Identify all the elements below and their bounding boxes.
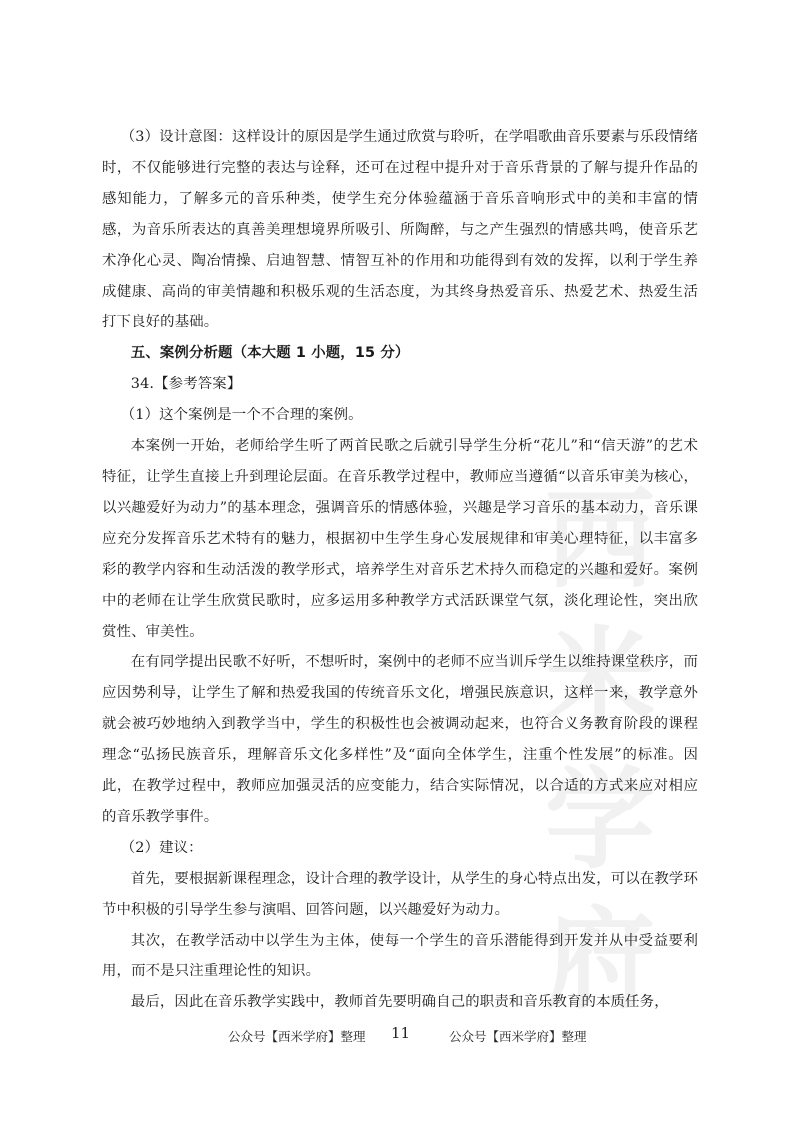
answer-point-1: （1）这个案例是一个不合理的案例。 [120,407,363,424]
footer-left-text: 公众号【西米学府】整理 [228,1029,366,1044]
footer-right-text: 公众号【西米学府】整理 [449,1029,587,1044]
section-heading: 五、案例分析题（本大题 1 小题，15 分） [130,345,410,362]
design-intent-paragraph: （3）设计意图：这样设计的原因是学生通过欣赏与聆听，在学唱歌曲音乐要素与乐段情绪时，不仅能够进行完整的表达与诠释，还可在过程中提升对于音乐背景的了解与提升作品的感知能力，了解多元的音乐种类，使学生充分体验蕴涵于音乐音响形式中的美和丰富的情感，为音乐所表达的真善美理想境界所吸引、所陶醉，与之产生强烈的情感共鸣，使音乐艺术净化心灵、陶冶情操、启迪智慧、情智互补的作用和功能得到有效的发挥，以利于学生养成健康、高尚的审美情趣和积极乐观的生活态度，为其终身热爱音乐、热爱艺术、热爱生活打下良好的基础。 [102,129,698,331]
suggestion-second: 其次，在教学活动中以学生为主体，使每一个学生的音乐潜能得到开发并从中受益要利用，而不是只注重理论性的知识。 [102,932,698,980]
document-body [102,122,698,1018]
page-number: 11 [391,1024,411,1042]
suggestion-first: 首先，要根据新课程理念，设计合理的教学设计，从学生的身心特点出发，可以在教学环节中积极的引导学生参与演唱、回答问题，以兴趣爱好为动力。 [102,870,698,918]
answer-point-2: （2）建议： [120,839,203,856]
analysis-paragraph-1: 本案例一开始，老师给学生听了两首民歌之后就引导学生分析“花儿”和“信天游”的艺术特征，让学生直接上升到理论层面。在音乐教学过程中，教师应当遵循“以音乐审美为核心，以兴趣爱好为动力”的基本理念，强调音乐的情感体验，兴趣是学习音乐的基本动力，音乐课应充分发挥音乐艺术特有的魅力，根据初中生学生身心发展规律和审美心理特征，以丰富多彩的教学内容和生动活泼的教学形式，培养学生对音乐艺术持久而稳定的兴趣和爱好。案例中的老师在让学生欣赏民歌时，应多运用多种教学方式活跃课堂气氛，淡化理论性，突出欣赏性、审美性。 [102,438,698,640]
watermark-text: 西 米 学 府 [545,476,655,1024]
question-number: 34.【参考答案】 [130,376,242,393]
suggestion-last: 最后，因此在音乐教学实践中，教师首先要明确自己的职责和音乐教育的本质任务， [130,994,669,1011]
analysis-paragraph-2: 在有同学提出民歌不好听，不想听时，案例中的老师不应当训斥学生以维持课堂秩序，而应因势利导，让学生了解和热爱我国的传统音乐文化，增强民族意识，这样一来，教学意外就会被巧妙地纳入到教学当中，学生的积极性也会被调动起来，也符合义务教育阶段的课程理念“弘扬民族音乐，理解音乐文化多样性”及“面向全体学生，注重个性发展”的标准。因此，在教学过程中，教师应加强灵活的应变能力，结合实际情况，以合适的方式来应对相应的音乐教学事件。 [102,654,698,825]
page-footer [0,1024,800,1048]
